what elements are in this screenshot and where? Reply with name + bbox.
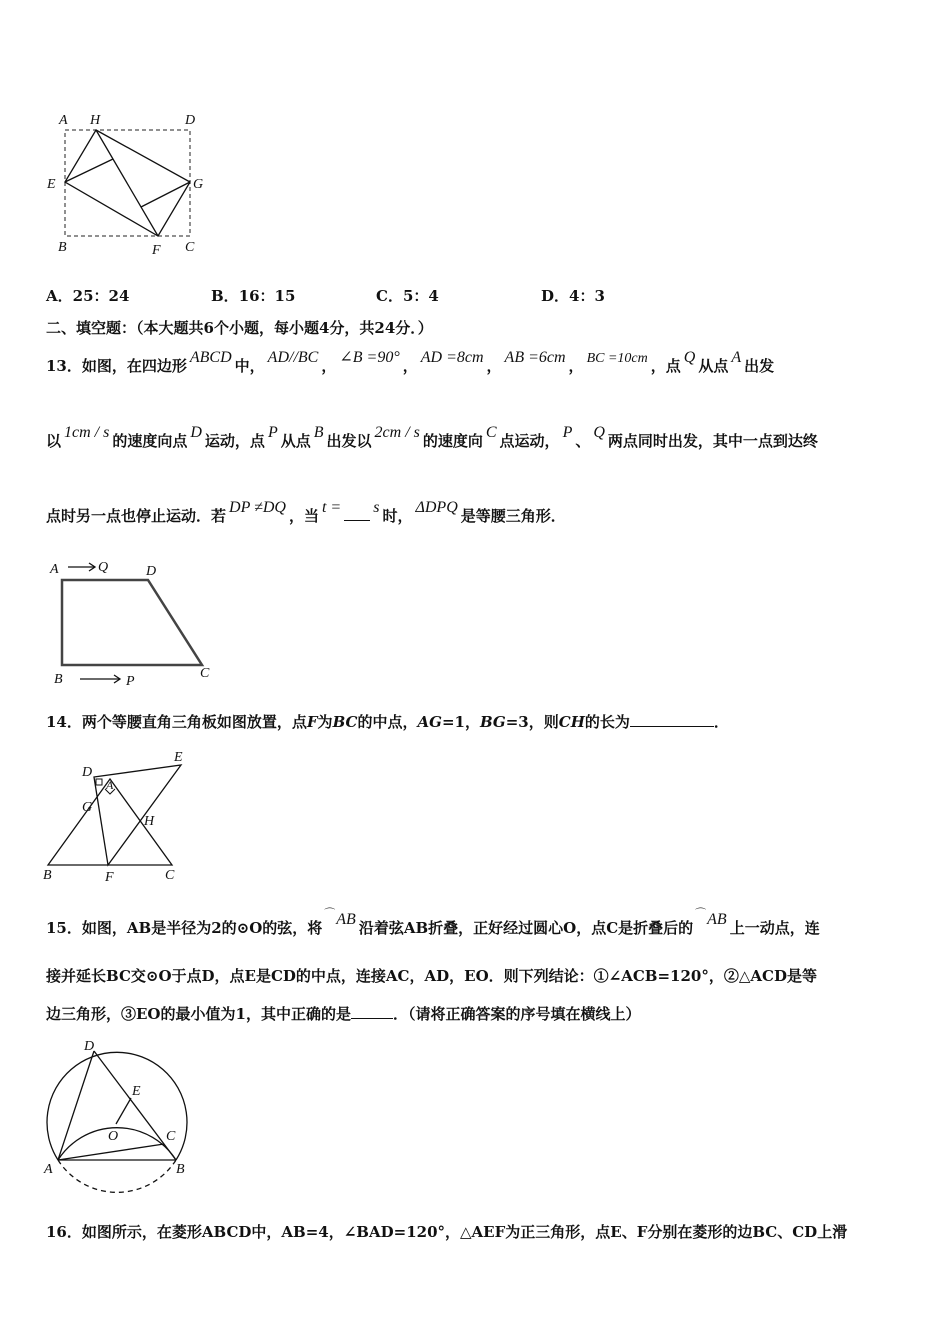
q15-text: 边三角形，③EO的最小值为1，其中正确的是 (46, 1005, 351, 1023)
label-d: D (146, 564, 157, 579)
math-angle-b: ∠B =90° (339, 349, 400, 366)
math-t-equals: t = (321, 499, 342, 516)
q13-text: 出发以 (326, 432, 372, 450)
math-speed-2: 2cm / s (374, 424, 420, 441)
math-arc-ab: AB (707, 911, 727, 928)
q14-text: 为 (317, 713, 333, 731)
segment-ac (58, 1144, 164, 1160)
math-ab: AB =6cm (504, 349, 566, 366)
q13-text: ， (402, 357, 418, 375)
q14-text: =3，则 (505, 713, 559, 731)
label-d: D (84, 1039, 95, 1054)
label-d: D (82, 765, 93, 780)
q13-text: ， (321, 357, 337, 375)
choice-c (376, 285, 439, 306)
q13-text: ， (568, 357, 584, 375)
math-p: P (267, 424, 278, 441)
label-h: H (144, 814, 155, 829)
math-bc: BC =10cm (586, 351, 648, 366)
label-b: B (176, 1162, 185, 1177)
segment-eo (116, 1098, 131, 1124)
figure-q12-svg (40, 108, 215, 260)
q13-line-3 (46, 499, 566, 527)
label-a: A (106, 778, 114, 792)
figure-q15 (36, 1040, 201, 1200)
math-bg: BG (479, 713, 506, 731)
right-angle-mark-d (96, 779, 102, 785)
choice-d-key: D． (541, 287, 570, 305)
math-f: F (306, 713, 318, 731)
q14-text: 的长为 (584, 713, 630, 731)
q14-text: 14．两个等腰直角三角板如图放置，点 (46, 713, 307, 731)
q15-text: 上一动点，连 (729, 919, 820, 937)
figure-q13 (40, 555, 230, 695)
q13-text: 以 (46, 432, 62, 450)
math-b: B (313, 424, 324, 441)
label-c: C (166, 1129, 176, 1144)
q15-text: ．（请将正确答案的序号填在横线上） (392, 1005, 641, 1023)
trapezoid-abcd (62, 580, 202, 665)
figure-q15-svg (36, 1040, 201, 1200)
choice-b-key: B． (211, 287, 239, 305)
math-triangle-dpq: ΔDPQ (415, 499, 458, 516)
q13-text: ，点 (650, 357, 681, 375)
q13-text: 两点同时出发，其中一点到达终 (607, 432, 818, 450)
q13-text: 的速度向点 (112, 432, 188, 450)
arc-symbol: ⌒ (695, 907, 707, 920)
choice-a-key: A． (46, 287, 73, 305)
label-b: B (43, 868, 52, 883)
math-abcd: ABCD (189, 349, 232, 366)
math-a: A (731, 349, 742, 366)
label-a: A (44, 1162, 53, 1177)
q13-text: 中， (234, 357, 265, 375)
circle-o-lower-arc-dashed (58, 1160, 176, 1192)
section-title: 二、填空题：（本大题共6个小题，每小题4分，共24分．） (46, 319, 433, 337)
figure-q14-svg (38, 745, 198, 885)
label-e: E (47, 177, 56, 192)
figure-q12 (40, 108, 215, 260)
math-d: D (190, 424, 202, 441)
q13-line-1 (46, 349, 775, 378)
segment-ad (58, 1051, 94, 1160)
answer-blank[interactable] (344, 506, 370, 521)
q13-text: 出发 (744, 357, 775, 375)
q15-text: 15．如图，AB是半径为2的⊙O的弦，将 (46, 919, 323, 937)
label-e: E (174, 750, 183, 765)
label-h: H (90, 113, 101, 128)
math-q: Q (683, 349, 696, 366)
choice-a (46, 285, 129, 306)
q13-text: 从点 (698, 357, 729, 375)
q13-line-2 (46, 424, 818, 452)
q15-line-3 (46, 1004, 640, 1024)
q13-text: ，当 (288, 507, 319, 525)
figure-q14 (38, 745, 198, 885)
label-o: O (108, 1129, 119, 1144)
q13-text: 、 (575, 432, 591, 450)
q15-text: 沿着弦AB折叠，正好经过圆心O，点C是折叠后的 (358, 919, 694, 937)
q13-text: 是等腰三角形． (460, 507, 566, 525)
label-b: B (54, 672, 63, 687)
q13-text: 运动，点 (204, 432, 265, 450)
label-e: E (132, 1084, 141, 1099)
label-g: G (193, 177, 204, 192)
choice-a-value: 25：24 (72, 287, 130, 305)
label-c: C (165, 868, 175, 883)
math-arc-ab: AB (336, 911, 356, 928)
math-c: C (485, 424, 497, 441)
q13-text: 点运动， (499, 432, 560, 450)
math-speed-1: 1cm / s (64, 424, 110, 441)
label-c: C (200, 666, 210, 681)
label-d: D (185, 113, 196, 128)
math-bc: BC (332, 713, 358, 731)
label-f: F (105, 870, 114, 885)
label-f: F (152, 243, 161, 258)
answer-blank[interactable] (630, 712, 714, 727)
q16-line-1: 16．如图所示，在菱形ABCD中，AB=4，∠BAD=120°，△AEF为正三角形，点E、F分别在菱形的边BC、CD上滑 (46, 1223, 848, 1241)
math-s: s (373, 499, 380, 516)
segment-hf (96, 130, 158, 236)
q14-line-1 (46, 712, 729, 732)
q14-text: ． (713, 713, 729, 731)
q15-line-2: 接并延长BC交⊙O于点D，点E是CD的中点，连接AC，AD，EO．则下列结论：①∠ACB=120°，②△ACD是等 (46, 967, 817, 985)
q13-text: 从点 (280, 432, 311, 450)
math-ag: AG (417, 713, 442, 731)
math-ch: CH (558, 713, 585, 731)
q13-text: 的速度向 (422, 432, 483, 450)
label-a: A (50, 562, 59, 577)
label-c: C (185, 240, 195, 255)
q13-text: 点时另一点也停止运动．若 (46, 507, 227, 525)
q13-text: ， (486, 357, 502, 375)
label-b: B (58, 240, 67, 255)
math-dp-neq-dq: DP ≠DQ (229, 499, 286, 516)
choice-c-value: 5：4 (402, 287, 439, 305)
label-q: Q (98, 560, 109, 575)
label-p: P (126, 674, 135, 689)
q15-line-1 (46, 907, 820, 940)
math-p: P (562, 424, 573, 441)
math-ad: AD =8cm (420, 349, 484, 366)
math-q: Q (593, 424, 605, 441)
choice-b-value: 16：15 (238, 287, 296, 305)
choice-b (211, 285, 295, 306)
arc-symbol: ⌒ (324, 907, 336, 920)
q13-text: 13．如图，在四边形 (46, 357, 187, 375)
choice-c-key: C． (376, 287, 403, 305)
answer-blank[interactable] (351, 1004, 393, 1019)
choice-d (541, 285, 605, 306)
label-a: A (59, 113, 68, 128)
q14-text: =1， (441, 713, 480, 731)
math-ad-parallel-bc: AD//BC (267, 349, 319, 366)
q13-text: 时， (382, 507, 413, 525)
figure-q13-svg (40, 555, 230, 695)
label-g: G (82, 800, 93, 815)
choice-d-value: 4：3 (569, 287, 605, 305)
q14-text: 的中点， (357, 713, 418, 731)
